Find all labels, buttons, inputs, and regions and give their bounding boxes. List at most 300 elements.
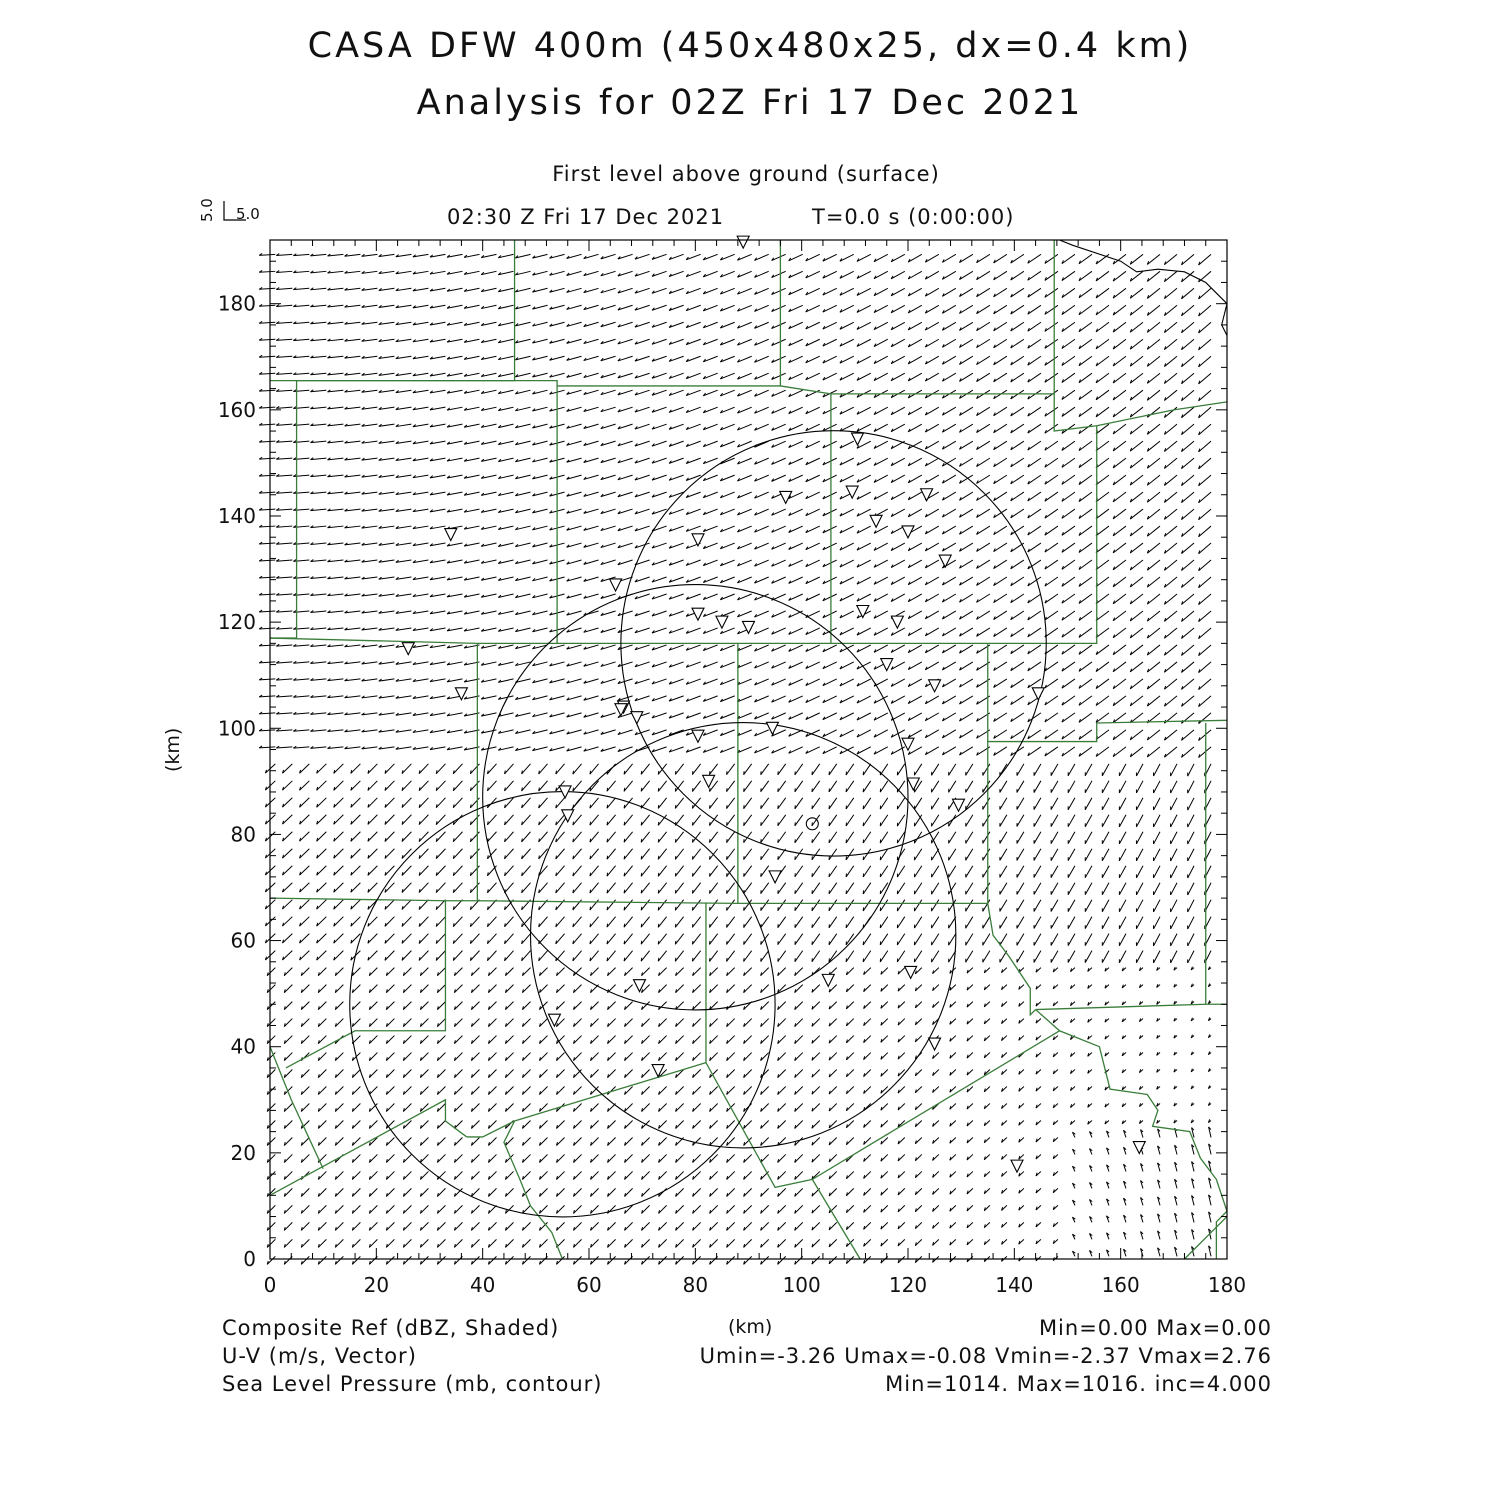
wind-vector: [1147, 543, 1160, 553]
wind-vector: [977, 628, 990, 636]
wind-vector-head: [590, 958, 591, 961]
wind-vector: [795, 1036, 803, 1044]
wind-vector: [806, 526, 820, 533]
wind-vector: [959, 696, 972, 704]
wind-vector: [267, 1239, 275, 1247]
wind-vector: [1096, 594, 1109, 604]
wind-vector: [829, 1087, 837, 1095]
wind-vector: [744, 849, 752, 860]
wind-vector: [693, 1019, 701, 1027]
wind-vector-head: [675, 924, 676, 927]
wind-vector: [1199, 645, 1211, 656]
wind-vector: [720, 696, 734, 702]
wind-vector: [914, 849, 921, 860]
wind-vector: [812, 1154, 820, 1162]
wind-vector: [505, 815, 514, 825]
wind-vector: [1147, 611, 1160, 621]
wind-vector: [573, 1053, 581, 1061]
wind-vector: [727, 815, 735, 826]
wind-vector: [727, 1002, 735, 1010]
wind-vector: [318, 1256, 326, 1264]
wind-vector: [880, 781, 888, 792]
wind-vector: [351, 764, 361, 774]
wind-vector: [1182, 577, 1195, 588]
wind-vector: [470, 815, 479, 825]
wind-vector: [840, 560, 854, 567]
wind-vector: [1034, 798, 1041, 810]
wind-vector: [488, 1070, 496, 1078]
wind-vector-head: [727, 924, 728, 927]
wind-vector: [1199, 594, 1211, 605]
wind-vector: [453, 917, 462, 927]
wind-vector: [874, 560, 888, 567]
wind-vector: [908, 560, 922, 568]
wind-vector: [795, 764, 803, 775]
wind-vector: [259, 628, 275, 629]
wind-vector: [471, 1239, 479, 1247]
wind-vector: [778, 1171, 786, 1179]
wind-vector: [1045, 628, 1058, 637]
wind-vector: [925, 526, 939, 534]
wind-vector: [284, 1222, 292, 1230]
wind-vector: [846, 1087, 853, 1094]
wind-vector: [385, 934, 394, 944]
wind-vector: [795, 1120, 803, 1128]
wind-vector: [727, 849, 735, 860]
wind-vector: [1119, 900, 1126, 912]
wind-vector: [556, 1256, 564, 1264]
wind-vector: [1188, 917, 1194, 929]
wind-vector: [1188, 900, 1194, 912]
wind-vector: [942, 594, 955, 602]
wind-vector: [846, 1205, 853, 1212]
wind-vector: [352, 968, 360, 976]
wind-vector: [1102, 798, 1109, 810]
wind-vector: [710, 1036, 718, 1044]
wind-vector: [300, 815, 310, 824]
wind-vector: [829, 1019, 837, 1027]
wind-vector: [522, 934, 531, 944]
wind-vector: [1062, 696, 1075, 705]
wind-vector: [505, 1087, 513, 1095]
wind-vector: [709, 934, 717, 945]
wind-vector: [846, 1070, 853, 1077]
wind-vector: [1171, 951, 1177, 963]
wind-vector: [693, 1087, 701, 1095]
wind-vector: [675, 900, 683, 911]
wind-vector: [710, 1154, 718, 1162]
wind-vector: [403, 1154, 411, 1162]
wind-vector: [675, 798, 683, 809]
wind-vector: [453, 866, 462, 876]
wind-vector: [573, 951, 582, 961]
wind-vector: [925, 730, 939, 738]
wind-vector: [318, 1103, 326, 1111]
wind-vector: [573, 849, 582, 859]
wind-vector: [761, 1120, 769, 1128]
wind-vector: [755, 543, 769, 549]
wind-vector: [1068, 883, 1075, 895]
wind-vector: [437, 1087, 445, 1095]
wind-vector: [573, 883, 582, 893]
wind-vector: [659, 1087, 667, 1095]
wind-vector: [914, 951, 921, 962]
wind-vector: [641, 832, 649, 843]
wind-vector: [727, 917, 735, 928]
wind-vector: [761, 1137, 769, 1145]
wind-vector: [778, 968, 786, 976]
wind-vector: [471, 1222, 479, 1230]
wind-vector: [436, 866, 445, 876]
wind-vector: [369, 1222, 377, 1230]
wind-vector-head: [727, 890, 728, 893]
wind-vector: [676, 1053, 684, 1061]
wind-vector: [402, 951, 411, 961]
wind-vector: [744, 1154, 752, 1162]
wind-vector: [864, 1070, 871, 1077]
wind-vector: [642, 1019, 650, 1027]
wind-vector: [522, 1171, 530, 1179]
wind-vector: [761, 781, 769, 792]
wind-vector: [1182, 594, 1195, 605]
wind-vector: [829, 1036, 837, 1044]
wind-vector: [556, 798, 565, 808]
wind-vector: [823, 696, 837, 703]
wind-vector: [301, 968, 309, 976]
wind-vector: [420, 1087, 428, 1095]
wind-vector: [267, 1171, 275, 1179]
wind-vector: [795, 798, 803, 809]
wind-vector: [403, 1137, 411, 1145]
wind-vector: [1147, 679, 1160, 689]
wind-vector: [829, 1256, 837, 1264]
wind-vector: [823, 526, 837, 533]
wind-vector-head: [573, 856, 574, 859]
wind-vector: [556, 1087, 564, 1095]
wind-vector: [761, 883, 769, 894]
wind-vector: [471, 1188, 479, 1196]
wind-vector: [420, 1120, 428, 1128]
wind-vector: [1034, 764, 1041, 776]
wind-vector: [1051, 883, 1058, 895]
wind-vector: [737, 747, 751, 753]
wind-vector: [454, 985, 462, 993]
wind-vector: [1147, 662, 1160, 672]
wind-vector: [1119, 883, 1126, 895]
wind-vector: [727, 764, 735, 775]
wind-vector: [676, 1019, 684, 1027]
wind-vector: [522, 764, 531, 774]
wind-vector: [335, 1053, 343, 1061]
wind-vector: [608, 1070, 616, 1078]
wind-vector: [863, 781, 871, 792]
wind-vector-head: [624, 788, 625, 791]
wind-vector: [1051, 934, 1058, 946]
wind-vector-head: [590, 890, 591, 893]
field2-stats: Umin=-3.26 Umax=-0.08 Vmin=-2.37 Vmax=2.76: [699, 1344, 1272, 1368]
wind-vector: [1000, 917, 1007, 929]
wind-vector: [659, 1002, 667, 1010]
wind-vector: [966, 849, 973, 861]
wind-vector: [676, 1087, 684, 1095]
field1-name: Composite Ref (dBZ, Shaded): [222, 1316, 560, 1340]
wind-vector: [1188, 866, 1194, 878]
wind-vector-head: [556, 822, 557, 825]
wind-vector: [693, 1002, 701, 1010]
wind-vector: [590, 900, 599, 910]
wind-vector: [812, 985, 820, 993]
wind-vector: [789, 560, 803, 566]
wind-vector: [659, 968, 667, 976]
wind-vector: [983, 798, 990, 810]
wind-vector: [1119, 781, 1126, 793]
wind-vector: [1164, 543, 1177, 553]
wind-vector: [608, 1120, 616, 1128]
wind-vector: [703, 526, 717, 532]
wind-vector: [720, 509, 734, 515]
wind-vector: [857, 679, 871, 686]
wind-vector: [403, 1070, 411, 1078]
wind-vector: [591, 1137, 599, 1145]
wind-vector: [829, 1053, 837, 1061]
wind-vector: [369, 1002, 377, 1010]
wind-vector: [1182, 730, 1195, 741]
wind-vector: [624, 866, 633, 876]
wind-vector: [897, 764, 904, 775]
wind-vector: [454, 1222, 462, 1230]
wind-vector-head: [658, 822, 659, 825]
wind-vector: [505, 985, 513, 993]
wind-vector: [1164, 645, 1177, 655]
wind-vector: [505, 883, 514, 893]
wind-vector: [642, 1239, 650, 1247]
wind-vector: [812, 866, 820, 877]
wind-vector: [1154, 934, 1160, 946]
wind-vector: [403, 1036, 411, 1044]
wind-vector: [778, 934, 786, 945]
wind-vector: [402, 934, 411, 944]
wind-vector: [966, 764, 973, 776]
wind-vector: [334, 934, 344, 944]
wind-vector: [1051, 951, 1058, 963]
wind-vector: [772, 628, 786, 634]
wind-vector: [658, 951, 666, 962]
wind-vector: [259, 560, 275, 561]
wind-vector: [863, 764, 871, 775]
wind-vector: [727, 1070, 735, 1078]
wind-vector: [1079, 560, 1092, 569]
wind-vector: [1113, 747, 1126, 757]
wind-vector: [829, 832, 837, 843]
wind-vector: [795, 815, 803, 826]
wind-vector-head: [624, 890, 625, 893]
wind-vector: [505, 1053, 513, 1061]
wind-vector: [1102, 951, 1109, 963]
wind-vector: [744, 968, 752, 976]
wind-vector: [880, 951, 888, 962]
wind-vector: [608, 1137, 616, 1145]
wind-vector: [1147, 730, 1160, 740]
wind-vector: [488, 1087, 496, 1095]
wind-vector: [436, 849, 445, 859]
wind-vector: [1034, 900, 1041, 912]
wind-vector: [897, 917, 904, 928]
wind-vector: [402, 883, 411, 893]
wind-vector: [282, 832, 292, 841]
wind-vector: [334, 849, 344, 859]
wind-vector: [607, 866, 616, 876]
wind-vector: [453, 764, 462, 774]
wind-vector: [487, 781, 496, 791]
wind-vector: [795, 866, 803, 877]
wind-vector: [1136, 951, 1143, 963]
wind-vector: [914, 866, 921, 877]
wind-vector: [419, 866, 428, 876]
wind-vector: [471, 1137, 479, 1145]
wind-vector: [522, 1222, 530, 1230]
wind-vector: [864, 1171, 871, 1178]
wind-vector: [419, 883, 428, 893]
wind-vector: [351, 866, 361, 876]
wind-vector: [932, 883, 939, 894]
wind-vector: [795, 900, 803, 911]
wind-vector: [369, 968, 377, 976]
wind-vector: [419, 917, 428, 927]
wind-vector: [703, 594, 717, 600]
wind-vector: [795, 1103, 803, 1111]
wind-vector: [642, 1188, 650, 1196]
wind-vector: [994, 713, 1007, 722]
wind-vector-head: [624, 873, 625, 876]
wind-vector: [891, 696, 905, 704]
wind-vector: [453, 798, 462, 808]
wind-vector: [437, 1171, 445, 1179]
wind-vector: [994, 696, 1007, 705]
wind-vector: [539, 1188, 547, 1196]
wind-vector: [625, 985, 633, 993]
wind-vector: [942, 679, 955, 687]
wind-vector: [761, 764, 769, 775]
wind-vector: [676, 968, 684, 976]
wind-vector: [1017, 866, 1024, 878]
wind-vector: [259, 543, 275, 544]
wind-vector: [352, 1154, 360, 1162]
wind-vector: [659, 1036, 667, 1044]
wind-vector: [1164, 611, 1177, 621]
wind-vector: [829, 1002, 837, 1010]
wind-vector: [1011, 611, 1024, 620]
wind-vector: [386, 1154, 394, 1162]
wind-vector: [737, 560, 751, 566]
wind-vector: [573, 815, 582, 825]
wind-vector-head: [624, 958, 625, 961]
wind-vector: [772, 526, 786, 532]
wind-vector: [470, 951, 479, 961]
wind-vector: [864, 1188, 871, 1195]
wind-vector: [403, 985, 411, 993]
wind-vector: [624, 764, 633, 774]
wind-vector: [385, 815, 394, 825]
wind-vector: [1182, 696, 1195, 707]
wind-vector: [1182, 611, 1195, 622]
wind-vector: [864, 1239, 871, 1246]
wind-vector: [1102, 917, 1109, 929]
wind-vector: [925, 611, 939, 619]
wind-vector: [369, 1205, 377, 1213]
wind-vector: [369, 1188, 377, 1196]
wind-vector: [710, 1239, 718, 1247]
wind-vector: [744, 1188, 752, 1196]
wind-vector: [829, 764, 837, 775]
wind-vector: [795, 1019, 803, 1027]
wind-vector: [556, 1222, 564, 1230]
wind-vector: [932, 781, 939, 792]
wind-vector: [1154, 764, 1160, 776]
wind-vector: [692, 849, 700, 860]
wind-vector: [539, 1205, 547, 1213]
wind-vector: [1017, 781, 1024, 793]
wind-vector: [806, 713, 820, 720]
wind-vector: [676, 1036, 684, 1044]
wind-vector: [471, 1087, 479, 1095]
wind-vector: [267, 985, 275, 993]
wind-vector: [761, 1222, 769, 1230]
wind-vector: [1017, 832, 1024, 844]
wind-vector: [703, 747, 717, 753]
wind-vector: [675, 832, 683, 843]
wind-vector: [1028, 526, 1041, 535]
wind-vector: [1011, 713, 1024, 722]
wind-vector: [522, 1036, 530, 1044]
wind-vector: [301, 1036, 309, 1044]
wind-vector: [386, 1171, 394, 1179]
wind-vector: [522, 1103, 530, 1111]
wind-vector: [625, 1103, 633, 1111]
wind-vector: [658, 883, 666, 894]
wind-vector: [812, 764, 820, 775]
wind-vector: [744, 883, 752, 894]
field3-stats: Min=1014. Max=1016. inc=4.000: [885, 1372, 1272, 1396]
wind-vector: [772, 662, 786, 668]
wind-vector: [607, 781, 616, 791]
wind-vector: [1171, 764, 1177, 776]
wind-vector: [994, 560, 1007, 569]
wind-vector: [675, 883, 683, 894]
wind-vector: [608, 1239, 616, 1247]
wind-vector: [488, 1188, 496, 1196]
wind-vector: [778, 1205, 786, 1213]
wind-vector: [863, 866, 871, 877]
wind-vector: [761, 1188, 769, 1196]
wind-vector: [607, 951, 616, 961]
wind-vector: [795, 1154, 803, 1162]
wind-vector: [522, 1070, 530, 1078]
wind-vector: [641, 900, 649, 911]
wind-vector: [959, 628, 972, 636]
wind-vector: [300, 798, 310, 807]
wind-vector: [642, 1171, 650, 1179]
wind-vector: [881, 1222, 888, 1229]
wind-vector: [744, 1222, 752, 1230]
wind-vector: [727, 1239, 735, 1247]
wind-vector: [386, 1036, 394, 1044]
wind-vector: [267, 1205, 275, 1213]
wind-vector: [556, 968, 564, 976]
wind-vector: [1000, 815, 1007, 827]
wind-vector: [908, 662, 922, 670]
wind-vector: [1164, 747, 1177, 757]
wind-vector-head: [607, 924, 608, 927]
